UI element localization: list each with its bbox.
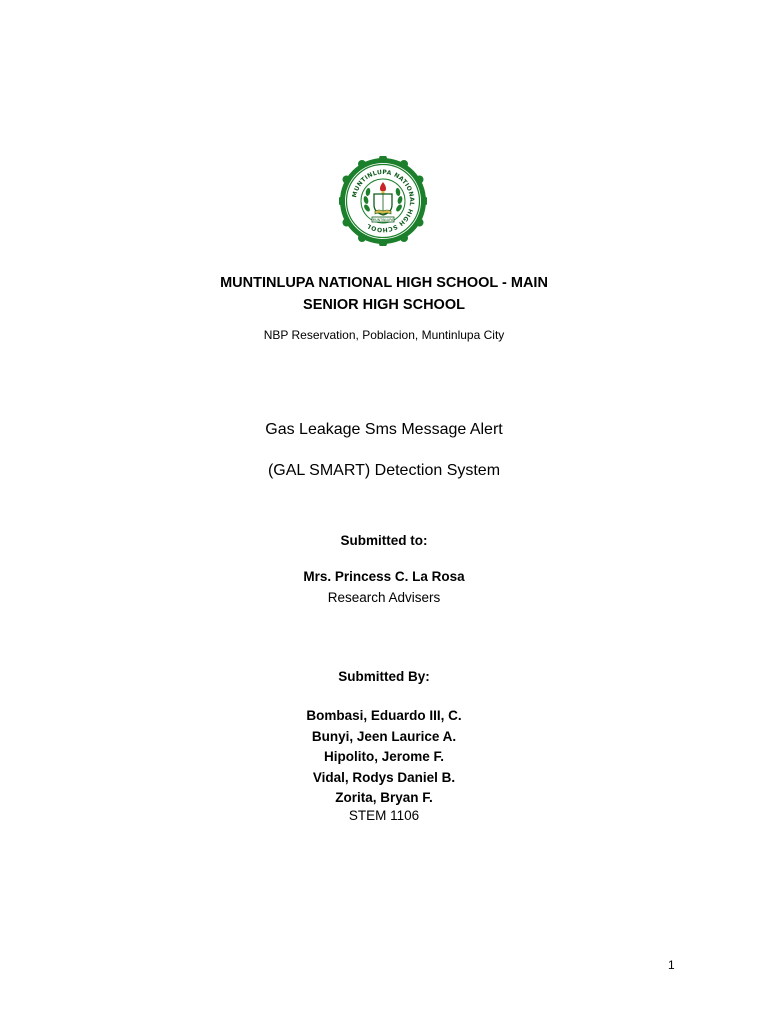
submitted-by-label: Submitted By: (338, 669, 430, 684)
adviser-name: Mrs. Princess C. La Rosa (303, 569, 465, 584)
school-header (0, 272, 768, 316)
section-name: STEM 1106 (348, 808, 420, 823)
author-name: Bunyi, Jeen Laurice A. (311, 728, 457, 744)
page-number: 1 (668, 958, 675, 972)
submitted-to-label: Submitted to: (340, 533, 428, 548)
author-list (0, 706, 768, 809)
adviser-role: Research Advisers (327, 590, 441, 605)
author-name: Hipolito, Jerome F. (323, 749, 445, 764)
school-address: NBP Reservation, Poblacion, Muntinlupa City (263, 328, 505, 342)
research-title-line-1: Gas Leakage Sms Message Alert (265, 421, 503, 438)
school-seal-icon (339, 156, 427, 246)
school-name: MUNTINLUPA NATIONAL HIGH SCHOOL - MAIN (220, 275, 548, 291)
seal-ribbon-text: MUNTINLUPA (372, 218, 394, 222)
author-name: Vidal, Rodys Daniel B. (312, 769, 456, 785)
author-name: Bombasi, Eduardo III, C. (306, 708, 462, 723)
author-name: Zorita, Bryan F. (335, 790, 433, 805)
research-title-line-2: (GAL SMART) Detection System (267, 462, 501, 479)
department-name: SENIOR HIGH SCHOOL (303, 297, 465, 313)
seal-ring-text: MUNTINLUPA NATIONAL HIGH SCHOOL (351, 168, 416, 234)
